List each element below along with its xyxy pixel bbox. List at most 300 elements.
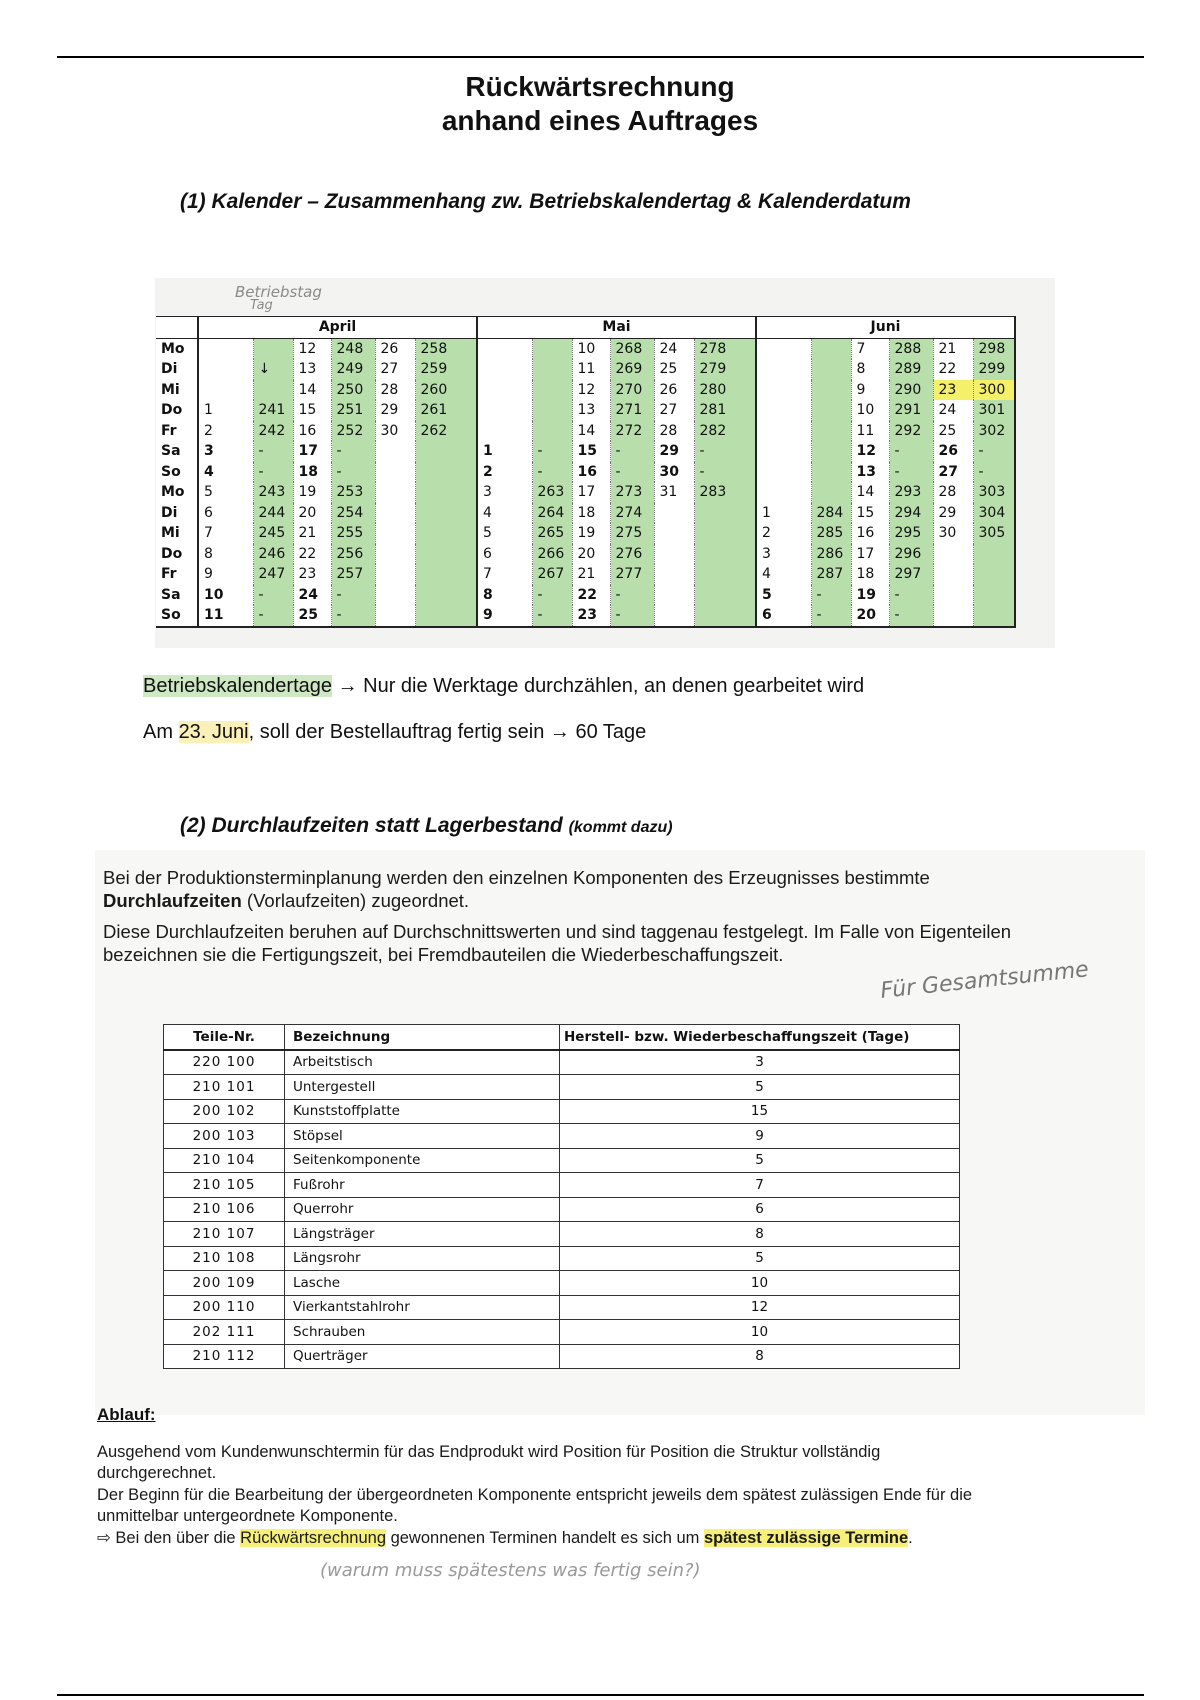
calendar-date: 21 (293, 523, 331, 544)
calendar-handnote-april: Tag (250, 298, 273, 313)
explanation-line-2 (143, 721, 646, 744)
calendar-weekday: Mo (156, 482, 198, 503)
calendar-workday-number: - (331, 462, 375, 483)
calendar-date: 11 (851, 421, 889, 442)
calendar-workday-number: 296 (889, 544, 933, 565)
calendar-header-row (156, 317, 1015, 339)
calendar-weekday: Mi (156, 523, 198, 544)
calendar-date (375, 564, 415, 585)
calendar-date (375, 605, 415, 627)
calendar-date: 7 (198, 523, 253, 544)
page-title (0, 70, 1200, 138)
calendar-workday-number: 242 (253, 421, 293, 442)
intro-paragraph-2: Diese Durchlaufzeiten beruhen auf Durchschnittswerten und sind taggenau festgelegt. Im Falle von Eigenteilen bezeichnen sie die Fertigungszeit, bei Fremdbauteilen die Wiederbeschaffungszeit. (103, 921, 1012, 965)
calendar-workday-number (694, 544, 756, 565)
calendar-date (756, 482, 811, 503)
calendar-date: 8 (477, 585, 532, 606)
calendar-workday-number: 250 (331, 380, 375, 401)
calendar-date: 17 (572, 482, 610, 503)
calendar-workday-number: 260 (415, 380, 477, 401)
calendar-workday-number: - (889, 605, 933, 627)
calendar-date (375, 462, 415, 483)
calendar-date: 4 (198, 462, 253, 483)
calendar-date: 16 (572, 462, 610, 483)
calendar-date: 14 (851, 482, 889, 503)
calendar-date (756, 441, 811, 462)
calendar-workday-number: - (889, 585, 933, 606)
part-lead-time: 7 (560, 1173, 960, 1198)
part-lead-time: 5 (560, 1246, 960, 1271)
parts-header-nr: Teile-Nr. (164, 1025, 285, 1050)
calendar-workday-number (811, 380, 851, 401)
calendar-date: 12 (572, 380, 610, 401)
calendar-date (756, 338, 811, 359)
parts-row (164, 1173, 960, 1198)
calendar-workday-number: 283 (694, 482, 756, 503)
calendar-workday-number: 243 (253, 482, 293, 503)
calendar-date: 25 (654, 359, 694, 380)
calendar-date: 15 (293, 400, 331, 421)
parts-row (164, 1271, 960, 1296)
calendar-date: 29 (654, 441, 694, 462)
part-lead-time: 5 (560, 1148, 960, 1173)
calendar-date: 27 (933, 462, 973, 483)
betriebskalendertage-highlight: Betriebskalendertage (143, 675, 333, 697)
top-rule (57, 56, 1144, 58)
part-name: Seitenkomponente (285, 1148, 560, 1173)
calendar-date (477, 400, 532, 421)
calendar-workday-number (694, 564, 756, 585)
calendar-workday-number: - (532, 605, 572, 627)
calendar-workday-number (811, 400, 851, 421)
calendar-workday-number: - (610, 585, 654, 606)
calendar-row (156, 441, 1015, 462)
calendar-weekday: Sa (156, 441, 198, 462)
calendar-workday-number: 290 (889, 380, 933, 401)
calendar-workday-number: 278 (694, 338, 756, 359)
part-lead-time: 3 (560, 1050, 960, 1075)
parts-row (164, 1295, 960, 1320)
calendar-workday-number: 288 (889, 338, 933, 359)
part-lead-time: 15 (560, 1099, 960, 1124)
calendar-workday-number: 241 (253, 400, 293, 421)
calendar-date (375, 585, 415, 606)
calendar-weekday: Do (156, 544, 198, 565)
calendar-date: 23 (933, 380, 973, 401)
spaetest-termine-highlight: spätest zulässige Termine (703, 1529, 909, 1547)
calendar-date: 13 (572, 400, 610, 421)
calendar-workday-number: 255 (331, 523, 375, 544)
calendar-date: 15 (851, 503, 889, 524)
calendar-date: 13 (851, 462, 889, 483)
calendar-workday-number: 261 (415, 400, 477, 421)
calendar-workday-number: 275 (610, 523, 654, 544)
calendar-workday-number (973, 585, 1015, 606)
section2-heading-note: (kommt dazu) (568, 819, 673, 836)
calendar-workday-number: 251 (331, 400, 375, 421)
calendar-workday-number: - (889, 441, 933, 462)
calendar-workday-number: - (331, 441, 375, 462)
calendar-date (933, 585, 973, 606)
calendar-workday-number: 274 (610, 503, 654, 524)
calendar-date: 9 (851, 380, 889, 401)
calendar-date: 27 (654, 400, 694, 421)
calendar-date: 14 (293, 380, 331, 401)
calendar-date (198, 380, 253, 401)
part-lead-time: 10 (560, 1271, 960, 1296)
calendar-date: 7 (851, 338, 889, 359)
calendar-workday-number (253, 380, 293, 401)
calendar-workday-number: 248 (331, 338, 375, 359)
calendar-date: 28 (933, 482, 973, 503)
calendar-weekday: Mi (156, 380, 198, 401)
parts-row (164, 1099, 960, 1124)
calendar-date: 3 (198, 441, 253, 462)
parts-row (164, 1344, 960, 1369)
calendar-date: 25 (933, 421, 973, 442)
calendar-date: 10 (572, 338, 610, 359)
parts-row (164, 1050, 960, 1075)
calendar-workday-number: - (694, 462, 756, 483)
calendar-date: 6 (756, 605, 811, 627)
calendar-date: 21 (933, 338, 973, 359)
calendar-date: 30 (933, 523, 973, 544)
calendar-date: 17 (851, 544, 889, 565)
calendar-date (477, 359, 532, 380)
calendar-workday-number (811, 441, 851, 462)
calendar-date (477, 380, 532, 401)
part-name: Längsrohr (285, 1246, 560, 1271)
calendar-workday-number: - (253, 441, 293, 462)
part-name: Schrauben (285, 1320, 560, 1345)
calendar-workday-number (811, 421, 851, 442)
calendar-date: 2 (756, 523, 811, 544)
calendar-date: 18 (851, 564, 889, 585)
calendar-date (198, 338, 253, 359)
calendar-date: 20 (572, 544, 610, 565)
calendar-workday-number: 257 (331, 564, 375, 585)
calendar-date (654, 544, 694, 565)
calendar-date (654, 523, 694, 544)
parts-row (164, 1320, 960, 1345)
calendar-workday-number: 303 (973, 482, 1015, 503)
calendar-date: 23 (293, 564, 331, 585)
calendar-date (375, 482, 415, 503)
calendar-workday-number: 256 (331, 544, 375, 565)
calendar-date: 29 (933, 503, 973, 524)
calendar-date: 11 (198, 605, 253, 627)
calendar-date (756, 380, 811, 401)
calendar-workday-number: 282 (694, 421, 756, 442)
part-number: 210 112 (164, 1344, 285, 1369)
calendar-date (375, 441, 415, 462)
part-lead-time: 9 (560, 1124, 960, 1149)
calendar-date (933, 544, 973, 565)
calendar-date: 22 (572, 585, 610, 606)
calendar-weekday: So (156, 605, 198, 627)
calendar-date: 17 (293, 441, 331, 462)
parts-header-time: Herstell- bzw. Wiederbeschaffungszeit (Tage) (560, 1025, 960, 1050)
calendar-date: 26 (375, 338, 415, 359)
calendar-date: 29 (375, 400, 415, 421)
calendar-date (375, 544, 415, 565)
calendar-workday-number (415, 462, 477, 483)
calendar-date: 1 (756, 503, 811, 524)
calendar-date: 1 (477, 441, 532, 462)
ablauf-paragraph-3 (97, 1528, 997, 1549)
calendar-date: 26 (654, 380, 694, 401)
calendar-date: 19 (572, 523, 610, 544)
calendar-workday-number (811, 338, 851, 359)
calendar-workday-number: - (610, 462, 654, 483)
part-name: Querträger (285, 1344, 560, 1369)
calendar-date (654, 503, 694, 524)
calendar-workday-number: 294 (889, 503, 933, 524)
calendar-month-april: April (198, 317, 477, 339)
calendar-date: 3 (477, 482, 532, 503)
calendar-date: 8 (851, 359, 889, 380)
calendar-date (477, 421, 532, 442)
calendar-date: 16 (851, 523, 889, 544)
calendar-workday-number: 304 (973, 503, 1015, 524)
calendar-row (156, 564, 1015, 585)
calendar-date: 1 (198, 400, 253, 421)
calendar-workday-number (694, 585, 756, 606)
calendar-workday-number: 298 (973, 338, 1015, 359)
calendar-date: 23 (572, 605, 610, 627)
calendar-workday-number: 266 (532, 544, 572, 565)
part-number: 210 101 (164, 1075, 285, 1100)
calendar-table (156, 316, 1016, 628)
calendar-date (654, 605, 694, 627)
calendar-workday-number: - (532, 462, 572, 483)
calendar-workday-number: 268 (610, 338, 654, 359)
calendar-row (156, 482, 1015, 503)
calendar-date: 16 (293, 421, 331, 442)
part-lead-time: 5 (560, 1075, 960, 1100)
calendar-workday-number: - (532, 585, 572, 606)
calendar-weekday: Sa (156, 585, 198, 606)
calendar-row (156, 462, 1015, 483)
calendar-workday-number: ↓ (253, 359, 293, 380)
calendar-workday-number (532, 359, 572, 380)
calendar-workday-number (532, 380, 572, 401)
part-name: Arbeitstisch (285, 1050, 560, 1075)
calendar-date: 8 (198, 544, 253, 565)
handnote-bottom: (warum muss spätestens was fertig sein?) (320, 1560, 701, 1581)
calendar-date (756, 421, 811, 442)
calendar-workday-number: - (253, 585, 293, 606)
calendar-workday-number (694, 503, 756, 524)
calendar-date: 7 (477, 564, 532, 585)
calendar-workday-number: 245 (253, 523, 293, 544)
calendar-date: 19 (851, 585, 889, 606)
calendar-workday-number (973, 605, 1015, 627)
calendar-date: 6 (477, 544, 532, 565)
calendar-workday-number: 269 (610, 359, 654, 380)
calendar-date (375, 523, 415, 544)
calendar-workday-number (253, 338, 293, 359)
calendar-workday-number: 264 (532, 503, 572, 524)
section1-heading: (1) Kalender – Zusammenhang zw. Betriebskalendertag & Kalenderdatum (180, 190, 911, 213)
calendar-workday-number: 259 (415, 359, 477, 380)
part-lead-time: 8 (560, 1222, 960, 1247)
calendar-workday-number (415, 605, 477, 627)
calendar-workday-number (532, 421, 572, 442)
calendar-date: 13 (293, 359, 331, 380)
explanation-line-2-text: , soll der Bestellauftrag fertig sein → 60 Tage (248, 721, 647, 743)
calendar-workday-number: - (253, 605, 293, 627)
calendar-month-mai: Mai (477, 317, 756, 339)
calendar-workday-number: - (694, 441, 756, 462)
calendar-workday-number: 285 (811, 523, 851, 544)
calendar-workday-number: - (331, 605, 375, 627)
calendar-date: 20 (293, 503, 331, 524)
calendar-date: 5 (756, 585, 811, 606)
calendar-workday-number (694, 523, 756, 544)
part-name: Längsträger (285, 1222, 560, 1247)
explanation-line-2-start: Am (143, 721, 179, 743)
calendar-workday-number: - (973, 441, 1015, 462)
calendar-workday-number: 289 (889, 359, 933, 380)
calendar-workday-number (532, 400, 572, 421)
calendar-date: 30 (375, 421, 415, 442)
ablauf-p3-end: . (908, 1529, 913, 1547)
intro-paragraph-1 (103, 866, 1063, 912)
part-number: 200 110 (164, 1295, 285, 1320)
parts-table (163, 1024, 960, 1369)
calendar-date (654, 585, 694, 606)
parts-row (164, 1197, 960, 1222)
calendar-weekday: Di (156, 359, 198, 380)
calendar-workday-number: 305 (973, 523, 1015, 544)
part-number: 200 103 (164, 1124, 285, 1149)
calendar-workday-number (811, 482, 851, 503)
calendar-workday-number: 292 (889, 421, 933, 442)
calendar-workday-number: 302 (973, 421, 1015, 442)
calendar-workday-number: - (811, 605, 851, 627)
calendar-workday-number (811, 359, 851, 380)
calendar-workday-number: 281 (694, 400, 756, 421)
calendar-date: 27 (375, 359, 415, 380)
calendar-date: 24 (293, 585, 331, 606)
calendar-workday-number (415, 544, 477, 565)
calendar-workday-number (532, 338, 572, 359)
calendar-workday-number: 246 (253, 544, 293, 565)
calendar-workday-number (415, 441, 477, 462)
calendar-workday-number: 291 (889, 400, 933, 421)
explanation-line-1-text: → Nur die Werktage durchzählen, an denen gearbeitet wird (332, 675, 865, 697)
calendar-date (933, 564, 973, 585)
parts-row (164, 1124, 960, 1149)
calendar-workday-number: 253 (331, 482, 375, 503)
calendar-workday-number: - (973, 462, 1015, 483)
calendar-workday-number: - (253, 462, 293, 483)
handnote-gesamtsumme: Für Gesamtsumme (879, 957, 1090, 1004)
calendar-handnote-left: Betriebstag (235, 283, 322, 301)
date-highlight: 23. Juni (178, 721, 249, 743)
parts-row (164, 1246, 960, 1271)
calendar-row (156, 421, 1015, 442)
part-lead-time: 8 (560, 1344, 960, 1369)
part-name: Lasche (285, 1271, 560, 1296)
calendar-workday-number: - (889, 462, 933, 483)
bottom-rule (57, 1694, 1144, 1696)
rueckwaertsrechnung-highlight: Rückwärtsrechnung (240, 1529, 386, 1547)
calendar-date (375, 503, 415, 524)
parts-row (164, 1222, 960, 1247)
part-lead-time: 12 (560, 1295, 960, 1320)
calendar-date: 22 (293, 544, 331, 565)
calendar-row (156, 359, 1015, 380)
part-name: Vierkantstahlrohr (285, 1295, 560, 1320)
part-lead-time: 6 (560, 1197, 960, 1222)
calendar-date: 3 (756, 544, 811, 565)
calendar-workday-number: 300 (973, 380, 1015, 401)
parts-header-name: Bezeichnung (285, 1025, 560, 1050)
calendar-row (156, 523, 1015, 544)
calendar-weekday: Fr (156, 421, 198, 442)
calendar-workday-number (811, 462, 851, 483)
part-number: 202 111 (164, 1320, 285, 1345)
part-number: 210 107 (164, 1222, 285, 1247)
calendar-date: 19 (293, 482, 331, 503)
calendar-date (756, 359, 811, 380)
calendar-workday-number: 262 (415, 421, 477, 442)
calendar-date: 5 (477, 523, 532, 544)
part-name: Fußrohr (285, 1173, 560, 1198)
part-name: Querrohr (285, 1197, 560, 1222)
calendar-date: 5 (198, 482, 253, 503)
intro-text-b: (Vorlaufzeiten) zugeordnet. (241, 890, 470, 911)
calendar-weekday: Fr (156, 564, 198, 585)
parts-header-row (164, 1025, 960, 1050)
calendar-date: 14 (572, 421, 610, 442)
calendar-workday-number: 273 (610, 482, 654, 503)
ablauf-paragraph-1: Ausgehend vom Kundenwunschtermin für das Endprodukt wird Position für Position die Struktur vollständig durchgerechnet. (97, 1443, 881, 1482)
calendar-date (933, 605, 973, 627)
calendar-workday-number: - (610, 441, 654, 462)
calendar-workday-number: 263 (532, 482, 572, 503)
part-lead-time: 10 (560, 1320, 960, 1345)
calendar-date: 10 (851, 400, 889, 421)
calendar-row (156, 503, 1015, 524)
calendar-workday-number: 270 (610, 380, 654, 401)
calendar-date: 18 (572, 503, 610, 524)
calendar-workday-number: 295 (889, 523, 933, 544)
calendar-workday-number: 297 (889, 564, 933, 585)
calendar-date: 10 (198, 585, 253, 606)
calendar-date: 2 (198, 421, 253, 442)
calendar-workday-number: 284 (811, 503, 851, 524)
calendar-workday-number: - (532, 441, 572, 462)
section2-heading-text: (2) Durchlaufzeiten statt Lagerbestand (180, 814, 563, 837)
calendar-workday-number: 301 (973, 400, 1015, 421)
calendar-workday-number (973, 564, 1015, 585)
intro-text-a: Bei der Produktionsterminplanung werden den einzelnen Komponenten des Erzeugnisses bestimmte (103, 867, 930, 888)
calendar-workday-number: 293 (889, 482, 933, 503)
calendar-date: 4 (477, 503, 532, 524)
calendar-date: 9 (477, 605, 532, 627)
explanation-line-1 (143, 675, 864, 698)
part-name: Untergestell (285, 1075, 560, 1100)
parts-row (164, 1148, 960, 1173)
calendar-workday-number: 279 (694, 359, 756, 380)
calendar-date (198, 359, 253, 380)
calendar-workday-number (415, 482, 477, 503)
calendar-day-header (156, 317, 198, 339)
part-number: 210 108 (164, 1246, 285, 1271)
